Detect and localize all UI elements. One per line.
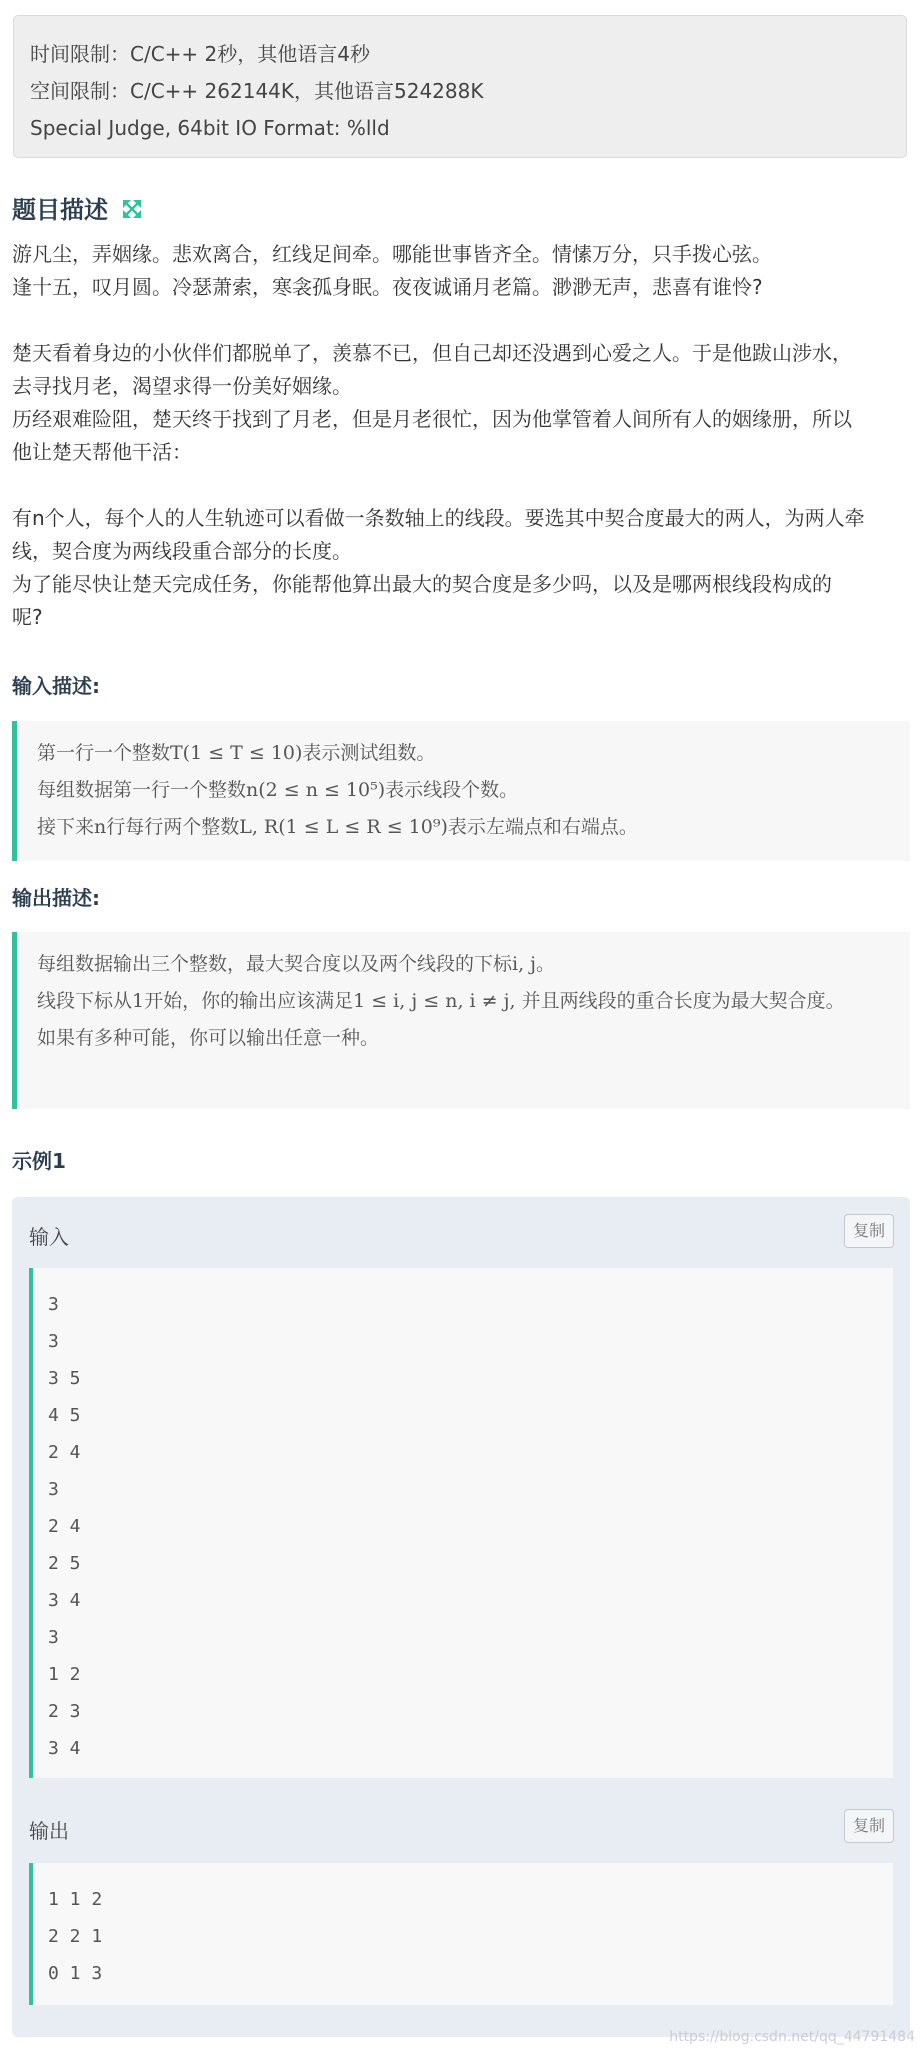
- code-row: 2 3: [48, 1701, 81, 1722]
- input-line: 接下来n行每行两个整数L, R(1 ≤ L ≤ R ≤ 10⁹)表示左端点和右端点。: [37, 816, 638, 838]
- problem-title: [12, 190, 142, 225]
- problem-line: 他让楚天帮他干活：: [12, 440, 192, 464]
- limits-box: [13, 15, 907, 158]
- code-row: 4 5: [48, 1405, 81, 1426]
- problem-story: [12, 337, 912, 469]
- problem-line: 逢十五，叹月圆。冷瑟萧索，寒衾孤身眠。夜夜诚诵月老篇。渺渺无声，悲喜有谁怜?: [12, 275, 763, 299]
- code-row: 2 4: [48, 1442, 81, 1463]
- example-title: 示例1: [12, 1149, 66, 1173]
- problem-line: 为了能尽快让楚天完成任务，你能帮他算出最大的契合度是多少吗，以及是哪两根线段构成的: [12, 572, 832, 596]
- sample-output-label: 输出: [29, 1819, 69, 1843]
- code-row: 3 4: [48, 1738, 81, 1759]
- watermark: https://blog.csdn.net/qq_44791484: [669, 2029, 915, 2045]
- problem-line: 线，契合度为两线段重合部分的长度。: [12, 539, 352, 563]
- problem-poem: [12, 238, 912, 304]
- time-limit: 时间限制：C/C++ 2秒，其他语言4秒: [30, 42, 370, 66]
- expand-arrows-icon[interactable]: [122, 197, 142, 225]
- problem-line: 历经艰难险阻，楚天终于找到了月老，但是月老很忙，因为他掌管着人间所有人的姻缘册，所以: [12, 407, 852, 431]
- code-row: 1 2: [48, 1664, 81, 1685]
- sample-input-code[interactable]: [29, 1268, 893, 1778]
- sample-output-code[interactable]: [29, 1863, 893, 2005]
- code-row: 2 5: [48, 1553, 81, 1574]
- output-description: [12, 932, 910, 1109]
- code-row: 2 2 1: [48, 1926, 103, 1947]
- input-description: [12, 721, 910, 861]
- problem-line: 楚天看着身边的小伙伴们都脱单了，羡慕不已，但自己却还没遇到心爱之人。于是他跋山涉水，: [12, 341, 852, 365]
- code-row: 3 5: [48, 1368, 81, 1389]
- space-limit: 空间限制：C/C++ 262144K，其他语言524288K: [30, 79, 484, 103]
- output-title: 输出描述:: [12, 886, 100, 910]
- code-row: 3 4: [48, 1590, 81, 1611]
- code-row: 3: [48, 1479, 59, 1500]
- problem-title-text: 题目描述: [12, 196, 108, 224]
- code-row: 0 1 3: [48, 1963, 103, 1984]
- code-row: 3: [48, 1627, 59, 1648]
- example-box: [12, 1197, 910, 2037]
- input-title: 输入描述:: [12, 674, 100, 698]
- output-line: 每组数据输出三个整数，最大契合度以及两个线段的下标i, j。: [37, 953, 556, 975]
- input-line: 第一行一个整数T(1 ≤ T ≤ 10)表示测试组数。: [37, 742, 436, 764]
- judge-info: Special Judge, 64bit IO Format: %lld: [30, 116, 390, 140]
- sample-input-label: 输入: [29, 1225, 69, 1249]
- problem-line: 呢?: [12, 605, 43, 629]
- problem-line: 去寻找月老，渴望求得一份美好姻缘。: [12, 374, 352, 398]
- problem-line: 有n个人，每个人的人生轨迹可以看做一条数轴上的线段。要选其中契合度最大的两人，为两人牵: [12, 506, 865, 530]
- output-line: 线段下标从1开始，你的输出应该满足1 ≤ i, j ≤ n, i ≠ j, 并且两线段的重合长度为最大契合度。: [37, 990, 845, 1012]
- code-row: 3: [48, 1294, 59, 1315]
- code-row: 1 1 2: [48, 1889, 103, 1910]
- problem-task: [12, 502, 912, 634]
- code-row: 2 4: [48, 1516, 81, 1537]
- problem-line: 游凡尘，弄姻缘。悲欢离合，红线足间牵。哪能世事皆齐全。情愫万分，只手拨心弦。: [12, 242, 772, 266]
- copy-input-button[interactable]: 复制: [844, 1214, 894, 1248]
- output-line: 如果有多种可能，你可以输出任意一种。: [37, 1027, 380, 1049]
- code-row: 3: [48, 1331, 59, 1352]
- input-line: 每组数据第一行一个整数n(2 ≤ n ≤ 10⁵)表示线段个数。: [37, 779, 519, 801]
- copy-output-button[interactable]: 复制: [844, 1809, 894, 1843]
